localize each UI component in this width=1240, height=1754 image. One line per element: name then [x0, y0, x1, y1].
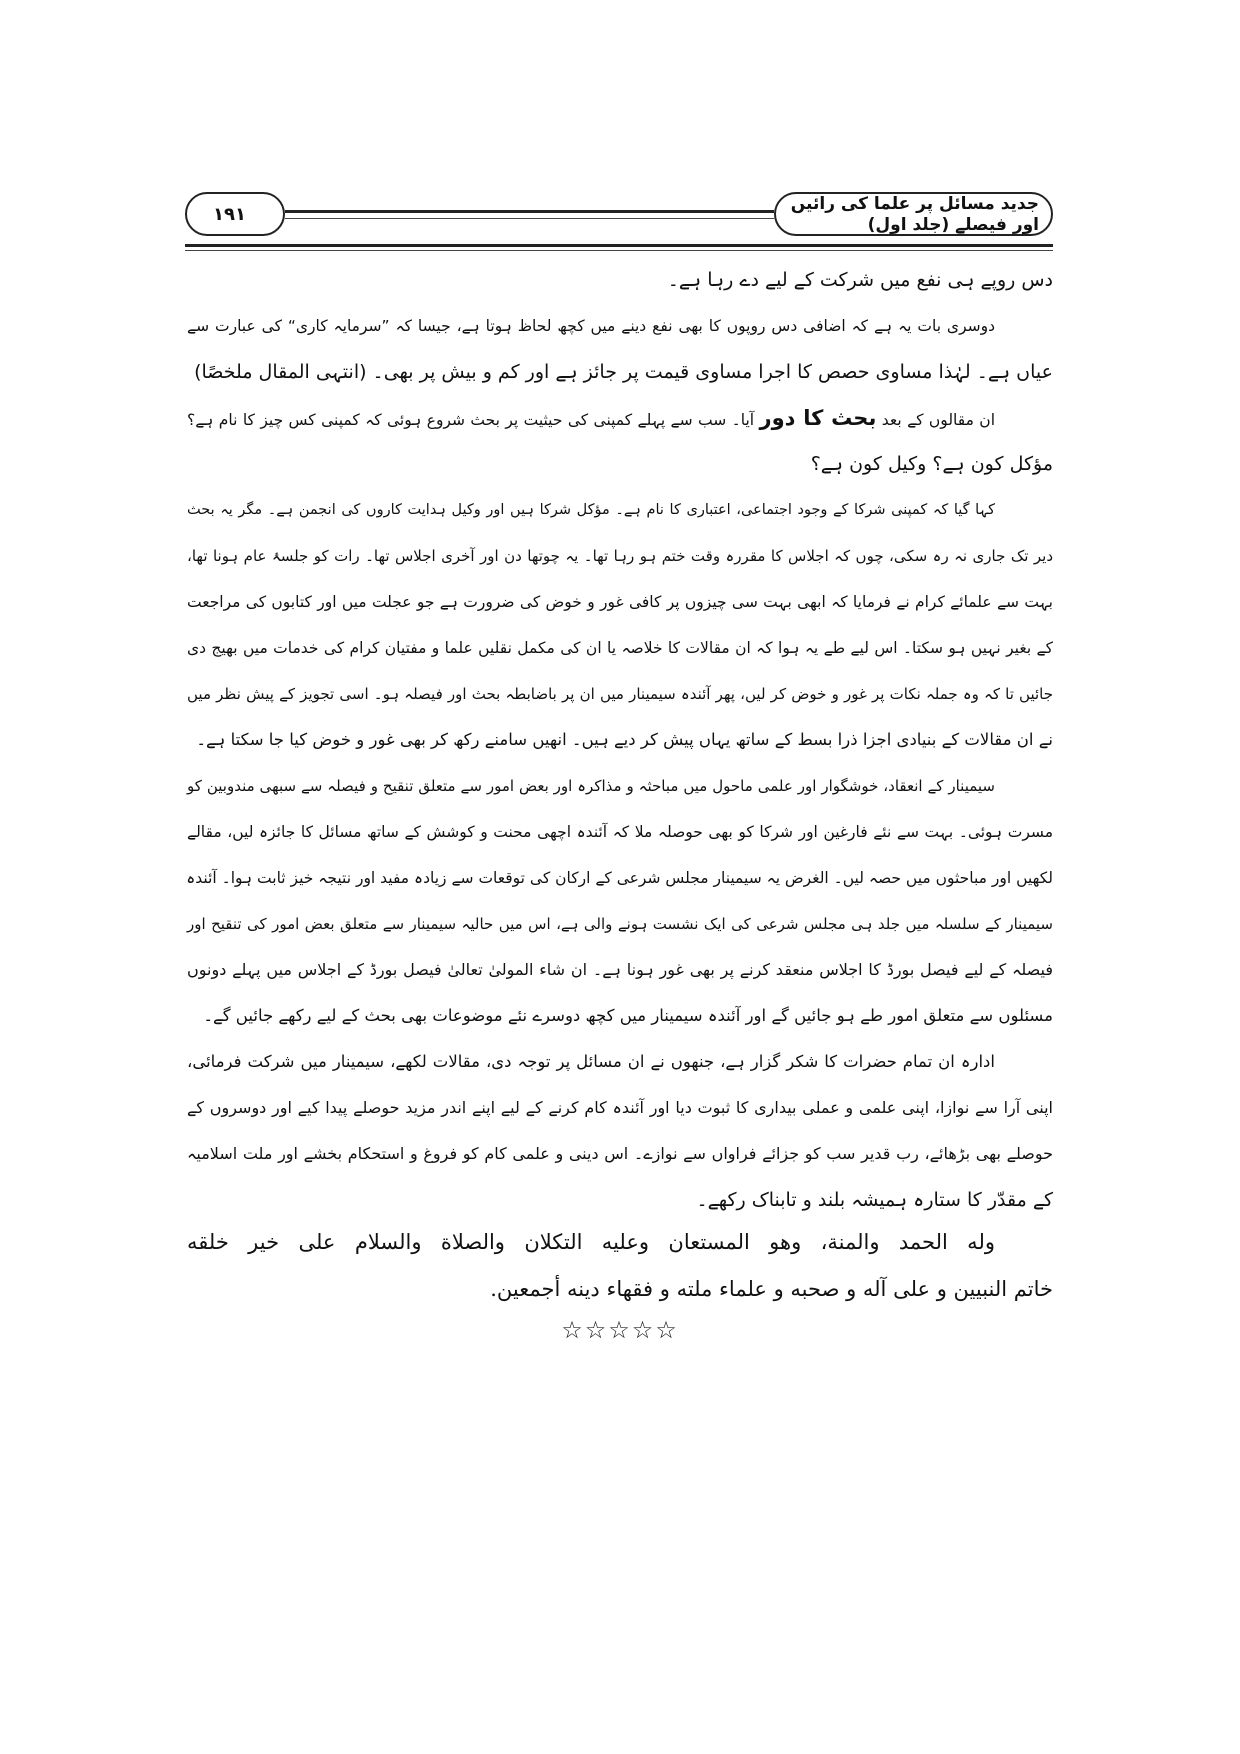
text-line: اپنی آرا سے نوازا، اپنی علمی و عملی بیداری کا ثبوت دیا اور آئندہ کام کرنے کے لیے اپنے اندر مزید حوصلے پیدا کیے اور دوسروں کے	[187, 1098, 1053, 1117]
text-line	[187, 395, 1053, 441]
text-line: کہا گیا کہ کمپنی شرکا کے وجود اجتماعی، اعتباری کا نام ہے۔ مؤکل شرکا ہیں اور وکیل ہدایت کاروں کی انجمن ہے۔ مگر یہ بحث	[187, 502, 995, 518]
bold-phrase: بحث کا دور	[759, 406, 877, 430]
header-divider	[185, 244, 1053, 247]
text-line: فیصلہ کے لیے فیصل بورڈ کا اجلاس منعقد کرنے پر بھی غور ہونا ہے۔ ان شاء المولیٰ تعالیٰ فیصل بورڈ کے اجلاس میں پہلے دونوں	[187, 960, 1053, 979]
text-line: حوصلے بھی بڑھائے، رب قدیر سب کو جزائے فراواں سے نوازے۔ اس دینی و علمی کام کو فروغ و استحکام بخشے اور ملت اسلامیہ	[187, 1144, 1053, 1163]
text-line: دوسری بات یہ ہے کہ اضافی دس روپوں کا بھی نفع دینے میں کچھ لحاظ ہوتا ہے، جیسا کہ ”سرمایہ کاری“ کی عبارت سے	[187, 317, 995, 335]
text-line: دس روپے ہی نفع میں شرکت کے لیے دے رہا ہے۔	[667, 269, 1053, 291]
text-line: مسئلوں سے متعلق امور طے ہو جائیں گے اور آئندہ سیمینار میں کچھ دوسرے نئے موضوعات بھی بحث کے لیے رکھے جائیں گے۔	[203, 1006, 1053, 1025]
text-line: دیر تک جاری نہ رہ سکی، چوں کہ اجلاس کا مقررہ وقت ختم ہو رہا تھا۔ یہ چوتھا دن اور آخری اجلاس تھا۔ رات کو جلسۂ عام ہونا تھا،	[187, 547, 1053, 565]
header-divider-thin	[185, 250, 1053, 251]
text-line: مؤکل کون ہے؟ وکیل کون ہے؟	[810, 453, 1053, 475]
page-number	[185, 192, 285, 236]
page-number-text: ۱۹۱	[213, 203, 246, 225]
text-segment: آیا۔ سب سے پہلے کمپنی کی حیثیت پر بحث شروع ہوئی کہ کمپنی کس چیز کا نام ہے؟	[187, 411, 760, 429]
book-title: جدید مسائل پر علما کی رائیں اور فیصلے (جلد اول)	[790, 193, 1039, 235]
text-line: سیمینار کے انعقاد، خوشگوار اور علمی ماحول میں مباحثہ و مذاکرہ اور بعض امور سے متعلق تنقیح و فیصلہ سے سبھی مندوبین کو	[187, 777, 995, 795]
text-line: لکھیں اور مباحثوں میں حصہ لیں۔ الغرض یہ سیمینار مجلس شرعی کے ارکان کی توقعات سے زیادہ مفید اور نتیجہ خیز ثابت ہوا۔ آئندہ	[186, 869, 1053, 887]
running-title	[774, 192, 1053, 236]
end-stars: ☆☆☆☆☆	[561, 1316, 679, 1344]
text-line: کے بغیر نہیں ہو سکتا۔ اس لیے طے یہ ہوا کہ ان مقالات کا خلاصہ یا ان کی مکمل نقلیں علما و مفتیان کرام کی خدمات میں بھیج دی	[187, 639, 1053, 657]
text-line: ادارہ ان تمام حضرات کا شکر گزار ہے، جنھوں نے ان مسائل پر توجہ دی، مقالات لکھے، سیمینار میں شرکت فرمائی،	[187, 1052, 995, 1071]
text-line: بہت سے علمائے کرام نے فرمایا کہ ابھی بہت سی چیزوں پر کافی غور و خوض کی ضرورت ہے جو عجلت میں اور کتابوں کی مراجعت	[187, 593, 1053, 611]
header-rule-bottom	[285, 218, 774, 219]
text-segment: ان مقالوں کے بعد	[876, 411, 995, 429]
text-line: سیمینار کے سلسلہ میں جلد ہی مجلس شرعی کی ایک نشست ہونے والی ہے، اس میں حالیہ سیمینار سے متعلق بعض امور کی تنقیح اور	[187, 915, 1053, 933]
text-line: جائیں تا کہ وہ جملہ نکات پر غور و خوض کر لیں، پھر آئندہ سیمینار میں ان پر باضابطہ بحث اور فیصلہ ہو۔ اسی تجویز کے پیش نظر میں	[187, 685, 1054, 703]
text-line: عیاں ہے۔ لہٰذا مساوی حصص کا اجرا مساوی قیمت پر جائز ہے اور کم و بیش پر بھی۔ (انتہی المقال ملخصًا)	[194, 361, 1053, 383]
text-line: مسرت ہوئی۔ بہت سے نئے فارغین اور شرکا کو بھی حوصلہ ملا کہ آئندہ اچھی محنت و کوشش کے ساتھ مسائل کا جائزہ لیں، مقالے	[187, 823, 1053, 841]
text-line: کے مقدّر کا ستارہ ہمیشہ بلند و تابناک رکھے۔	[696, 1189, 1053, 1211]
arabic-closing-line: وله الحمد والمنة، وهو المستعان وعليه التكلان والصلاة والسلام على خير خلقه	[187, 1230, 995, 1254]
header-rule-top	[285, 210, 774, 213]
text-line: نے ان مقالات کے بنیادی اجزا ذرا بسط کے ساتھ یہاں پیش کر دیے ہیں۔ انھیں سامنے رکھ کر بھی غور و خوض کیا جا سکتا ہے۔	[196, 730, 1053, 749]
arabic-closing-line: خاتم النبيين و على آله و صحبه و علماء ملته و فقهاء دينه أجمعين.	[490, 1277, 1053, 1301]
